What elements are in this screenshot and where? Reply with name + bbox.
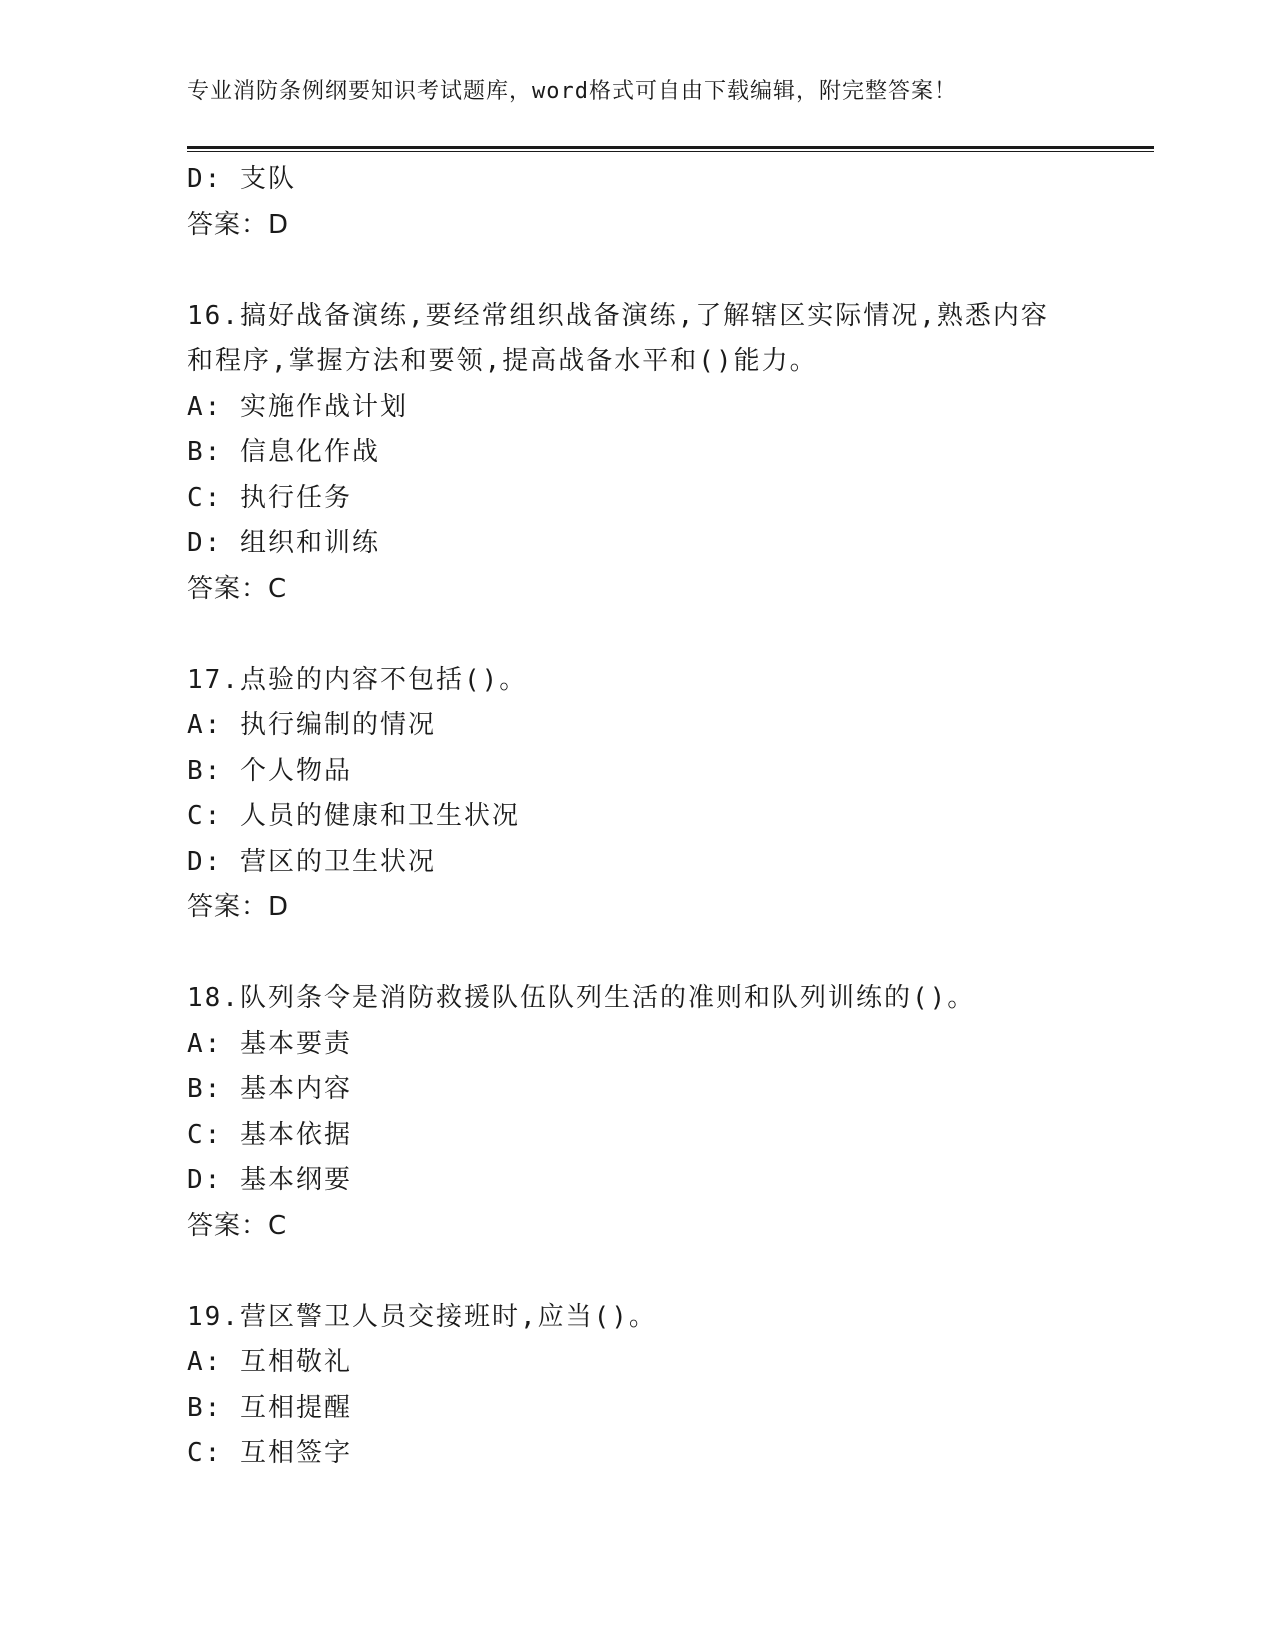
header-rule-thin bbox=[187, 151, 1154, 152]
page-header: 专业消防条例纲要知识考试题库，word格式可自由下载编辑，附完整答案！ bbox=[187, 79, 957, 104]
option-a: A: 基本要责 bbox=[187, 1028, 352, 1059]
question-stem: 19.营区警卫人员交接班时,应当()。 bbox=[187, 1301, 657, 1332]
question-stem: 和程序,掌握方法和要领,提高战备水平和()能力。 bbox=[187, 346, 818, 376]
header-rule-thick bbox=[187, 146, 1154, 149]
option-c: C: 人员的健康和卫生状况 bbox=[187, 801, 520, 831]
question-stem: 18.队列条令是消防救援队伍队列生活的准则和队列训练的()。 bbox=[187, 983, 976, 1013]
answer-line: 答案：C bbox=[187, 1210, 288, 1241]
option-d: D: 支队 bbox=[187, 164, 296, 194]
question-list bbox=[187, 157, 1087, 1477]
option-b: B: 信息化作战 bbox=[187, 437, 380, 467]
question-18 bbox=[187, 976, 1087, 1249]
answer-line: 答案：D bbox=[187, 209, 290, 240]
option-d: D: 基本纲要 bbox=[187, 1165, 352, 1195]
option-c: C: 基本依据 bbox=[187, 1119, 352, 1150]
question-19 bbox=[187, 1295, 1087, 1477]
option-b: B: 互相提醒 bbox=[187, 1392, 352, 1423]
option-c: C: 执行任务 bbox=[187, 482, 352, 513]
answer-line: 答案：D bbox=[187, 892, 290, 922]
option-a: A: 执行编制的情况 bbox=[187, 710, 436, 740]
option-b: B: 个人物品 bbox=[187, 755, 352, 786]
answer-line: 答案：C bbox=[187, 573, 288, 604]
option-a: A: 互相敬礼 bbox=[187, 1347, 352, 1377]
option-d: D: 组织和训练 bbox=[187, 528, 380, 558]
option-d: D: 营区的卫生状况 bbox=[187, 846, 436, 877]
option-b: B: 基本内容 bbox=[187, 1074, 352, 1104]
question-stem: 17.点验的内容不包括()。 bbox=[187, 664, 528, 695]
option-c: C: 互相签字 bbox=[187, 1438, 352, 1468]
question-stem: 16.搞好战备演练,要经常组织战备演练,了解辖区实际情况,熟悉内容 bbox=[187, 300, 1049, 331]
question-16 bbox=[187, 294, 1087, 613]
question-17 bbox=[187, 658, 1087, 931]
option-a: A: 实施作战计划 bbox=[187, 391, 408, 422]
